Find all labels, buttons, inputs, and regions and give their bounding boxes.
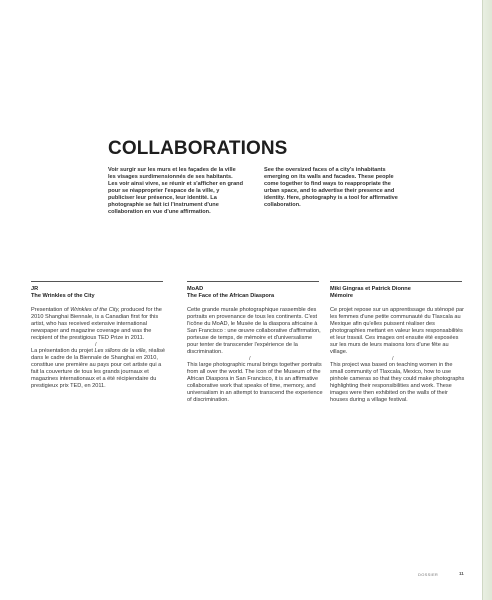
slash-separator: / — [249, 356, 251, 362]
paragraph-french: La présentation du projet Les sillons de la ville, réalisé dans le cadre de la Biennale de Shanghai en 2010, constitue une première au pays pour cet artiste qui a fait la couverture de tous les grands journaux et magazines internationaux et a été récipiendaire du prestigieux prix TED, en 2011. — [31, 348, 166, 389]
column-rule-3 — [330, 281, 462, 282]
project-title: The Face of the African Diaspora — [187, 293, 275, 299]
project-title: Mémoire — [330, 293, 354, 299]
intro-english: See the oversized faces of a city's inhabitants emerging on its walls and facades. These people come together to find ways to reappropriate the urban space, and to advertise their presence and identity. Here, photography is a tool for affirmative collaboration. — [264, 167, 398, 208]
page-number: 11 — [459, 571, 464, 576]
paragraph-english: This project was based on teaching women in the small community of Tlaxcala, Mexico, how to use pinhole cameras so that they could make photographs highlighting their responsibilities and work. These images were then exhibited on the walls of their houses during a village festival. — [330, 362, 465, 403]
slash-separator: / — [392, 356, 394, 362]
column-jr — [31, 286, 167, 390]
artist-name: JR — [31, 286, 39, 292]
page-spine-edge — [482, 0, 492, 600]
column-rule-1 — [31, 281, 163, 282]
paragraph-english: This large photographic mural brings together portraits from all over the world. The icon of the Museum of the African Diaspora in San Francisco, it is an affirmative collaborative work that speaks of time, memory, and universalism in an attempt to transcend the experience of discrimination. — [187, 362, 323, 403]
italic-work-title: Wrinkles of the City, — [70, 307, 120, 313]
project-title: The Wrinkles of the City — [31, 293, 95, 299]
section-label: DOSSIER — [418, 572, 439, 577]
artist-name: MoAD — [187, 286, 204, 292]
intro-french: Voir surgir sur les murs et les façades de la ville les visages surdimensionnés de ses habitants. Les voir ainsi vivre, se réunir et s'afficher en grand pour se réapproprier l'espace de la ville, y publiciser leur présence, leur identité. La photographie se fait ici l'instrument d'une collaboration en vue d'une affirmation. — [108, 167, 244, 215]
artist-name: Miki Gingras et Patrick Dionne — [330, 286, 411, 292]
paragraph-french: Cette grande murale photographique rassemble des portraits en provenance de tous les continents. C'est l'icône du MoAD, le Musée de la diaspora africaine à San Francisco : une œuvre collaborative d'affirmation, porteuse de temps, de mémoire et d'universalisme pour tenter de transcender l'expérience de la discrimination. — [187, 307, 321, 355]
italic-work-title: Les sillons de la ville, — [94, 348, 147, 354]
column-rule-2 — [187, 281, 319, 282]
slash-separator: / — [95, 342, 97, 348]
page-title: COLLABORATIONS — [108, 138, 288, 159]
paragraph-french: Ce projet repose sur un apprentissage du sténopé par les femmes d'une petite communauté du Tlaxcala au Mexique afin qu'elles puissent réaliser des photographies mettant en valeur leurs responsabilités et leur travail. Ces images ont ensuite été exposées sur les murs de leurs maisons lors d'une fête au village. — [330, 307, 465, 355]
paragraph-english: Presentation of Wrinkles of the City, produced for the 2010 Shanghai Biennale, is a Canadian first for this artist, who has received extensive international newspaper and magazine coverage and was the recipient of the prestigious TED Prize in 2011. — [31, 307, 162, 341]
column-moad — [187, 286, 323, 404]
column-gingras-dionne — [330, 286, 466, 404]
